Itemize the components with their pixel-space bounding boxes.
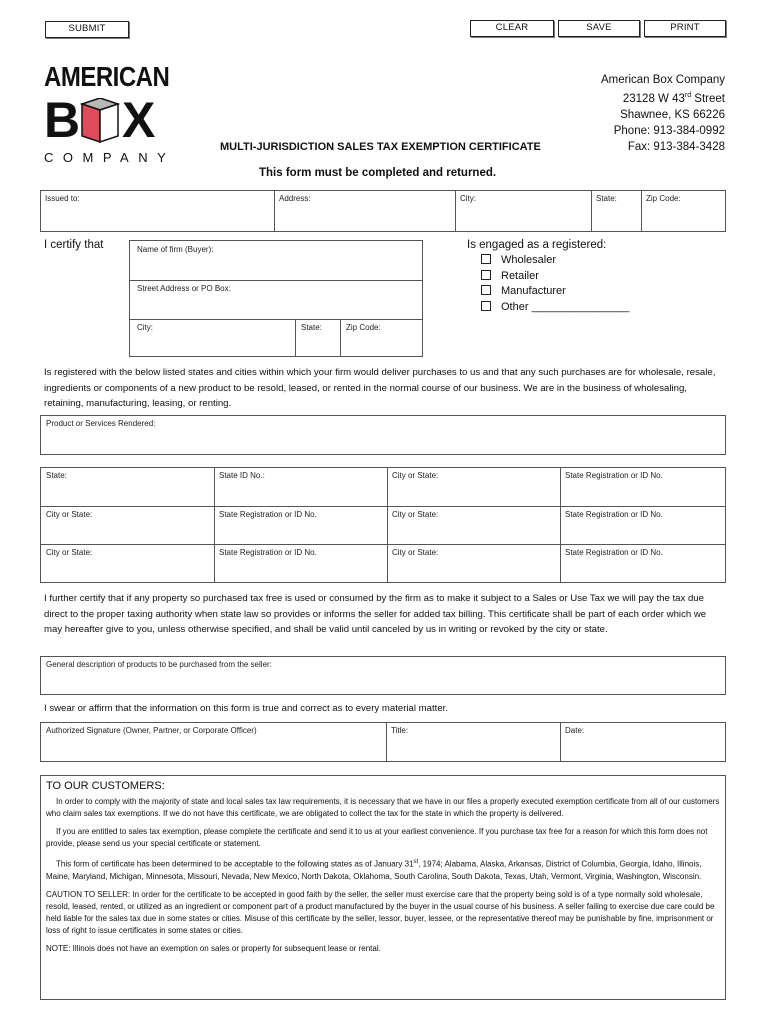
checkbox-other[interactable] [481,300,629,316]
logo-box-icon [80,98,120,144]
company-phone: Phone: 913-384-0992 [613,124,725,137]
reg-r3-c4[interactable]: State Registration or ID No. [565,548,663,557]
checkbox-retailer[interactable] [481,269,629,285]
engaged-section [467,237,629,315]
checkbox-label: Wholesaler [501,254,557,266]
reg-r3-c2[interactable]: State Registration or ID No. [219,548,317,557]
checkbox-label: Manufacturer [501,285,566,297]
buyer-city-field[interactable]: City: [137,323,153,332]
signature-row [40,722,726,762]
registration-paragraph: Is registered with the below listed states and cities within which your firm would deliver purchases to us and that any such purchases are for wholesale, resale, ingredients or components of a new product to be resold, leased, or rented in the normal course of our business. We are in the business of wholesaling, retaining, manufacturing, leasing, or renting. [44,367,716,409]
products-services-field[interactable]: Product or Services Rendered: [46,419,156,428]
states-intro: This form of certificate has been determined to be acceptable to the following states as of January 31 [56,859,414,869]
states-list: , 1974; Alabama, Alaska, Arkansas, District of Columbia, Georgia, Idaho, Illinois, Maine, Maryland, Michigan, Minnesota, Missouri, Nevada, New Mexico, North Dakota, Oklahoma, South Carolina, South Dakota, Texas, Utah, Vermont, Virginia, Washington, Wisconsin. [46,859,702,881]
authorized-signature-field[interactable]: Authorized Signature (Owner, Partner, or Corporate Officer) [46,726,257,735]
logo-text-company: COMPANY [44,150,176,165]
reg-r1-c1[interactable]: State: [46,471,67,480]
submit-button[interactable]: SUBMIT [45,21,129,38]
street-name: Street [691,92,725,105]
checkbox-icon[interactable] [481,270,491,280]
logo-text-american: AMERICAN [44,62,170,94]
reg-r2-c3[interactable]: City or State: [392,510,439,519]
signer-title-field[interactable]: Title: [391,726,409,735]
company-name: American Box Company [601,74,725,86]
zip-code-field[interactable]: Zip Code: [646,194,681,203]
swear-statement: I swear or affirm that the information on this form is true and correct as to every material matter. [44,703,448,714]
registrations-grid [40,467,726,583]
address-field[interactable]: Address: [279,194,311,203]
further-certify-paragraph: I further certify that if any property so purchased tax free is used or consumed by the firm as to make it subject to a Sales or Use Tax we will pay the tax due direct to the proper taxing authority when state law so provides or informs the seller for added tax billing. This certificate shall be part of each order which we may hereafter give to you, unless otherwise specified, and shall be valid until canceled by us in writing or revoked by the city or state. [44,593,707,635]
clear-button[interactable]: CLEAR [470,20,554,37]
illinois-note: NOTE: Illinois does not have an exemption on sales or property for subsequent lease or rental. [46,943,381,953]
save-button[interactable]: SAVE [558,20,640,37]
engaged-heading: Is engaged as a registered: [467,239,607,251]
caution-to-seller: CAUTION TO SELLER: In order for the certificate to be accepted in good faith by the seller, the seller must exercise care that the property being sold is of a type normally sold wholesale, resold, leased, rented, or utilized as an ingredient or component part of a product manufactured by the buyer in the usual course of his business. A seller failing to exercise due care could be held liable for the sales tax due in some states or cities. Misuse of this certificate by the seller, lessor, buyer, lessee, or the representative thereof may be punishable by fine, imprisonment or loss of right to issue certificates in some states or cities. [46,889,715,935]
products-services-box [40,415,726,455]
logo-letter-b: B [44,92,81,148]
issued-to-row [40,190,726,232]
print-button[interactable]: PRINT [644,20,726,37]
reg-r2-c4[interactable]: State Registration or ID No. [565,510,663,519]
customers-paragraph-2: If you are entitled to sales tax exemption, please complete the certificate and send it to us at your earliest convenience. If you purchase tax free for a reason for which this form does not provide, please send us your special certificate or statement. [46,827,708,848]
customers-heading: TO OUR CUSTOMERS: [46,780,165,792]
checkbox-manufacturer[interactable] [481,284,629,300]
reg-r1-c2[interactable]: State ID No.: [219,471,265,480]
reg-r3-c1[interactable]: City or State: [46,548,93,557]
state-field[interactable]: State: [596,194,617,203]
reg-r1-c3[interactable]: City or State: [392,471,439,480]
general-description-field[interactable]: General description of products to be purchased from the seller: [46,660,272,669]
company-address [601,72,725,155]
customers-paragraph-3 [46,856,720,883]
reg-r2-c1[interactable]: City or State: [46,510,93,519]
checkbox-label: Retailer [501,269,539,282]
firm-name-field[interactable]: Name of firm (Buyer): [137,245,214,254]
checkbox-wholesaler[interactable] [481,253,629,269]
issued-to-field[interactable]: Issued to: [45,194,80,203]
page-title: MULTI-JURISDICTION SALES TAX EXEMPTION CERTIFICATE [220,141,541,153]
page-subtitle: This form must be completed and returned. [259,167,497,179]
buyer-state-field[interactable]: State: [301,323,322,332]
street-number: 23128 W 43 [622,92,685,105]
reg-r1-c4[interactable]: State Registration or ID No. [565,471,663,480]
logo-letter-x: X [122,92,156,148]
buyer-zip-field[interactable]: Zip Code: [346,323,381,332]
company-logo [44,62,176,168]
general-description-box [40,656,726,695]
reg-r2-c2[interactable]: State Registration or ID No. [219,510,317,519]
company-street [601,88,725,107]
reg-r3-c3[interactable]: City or State: [392,548,439,557]
city-field[interactable]: City: [460,194,476,203]
company-fax: Fax: 913-384-3428 [627,140,725,153]
logo-box-word [44,92,156,148]
buyer-firm-box [129,240,423,357]
date-suffix-sup: st [413,859,419,865]
company-city: Shawnee, KS 66226 [620,108,725,121]
street-address-field[interactable]: Street Address or PO Box: [137,284,231,293]
signature-date-field[interactable]: Date: [565,726,585,735]
street-suffix-sup: rd [684,92,692,99]
customers-notice-box [40,775,726,1000]
checkbox-icon[interactable] [481,301,491,311]
certify-label: I certify that [44,239,104,251]
customers-paragraph-1: In order to comply with the majority of state and local sales tax law requirements, it is necessary that we have in our files a properly executed exemption certificate from all of our customers who claim sales tax exemptions. If we do not have this certificate, we are obligated to collect the tax for the state in which the property is delivered. [46,797,720,818]
checkbox-label: Other ________________ [501,300,630,313]
checkbox-icon[interactable] [481,285,491,295]
checkbox-icon[interactable] [481,254,491,264]
